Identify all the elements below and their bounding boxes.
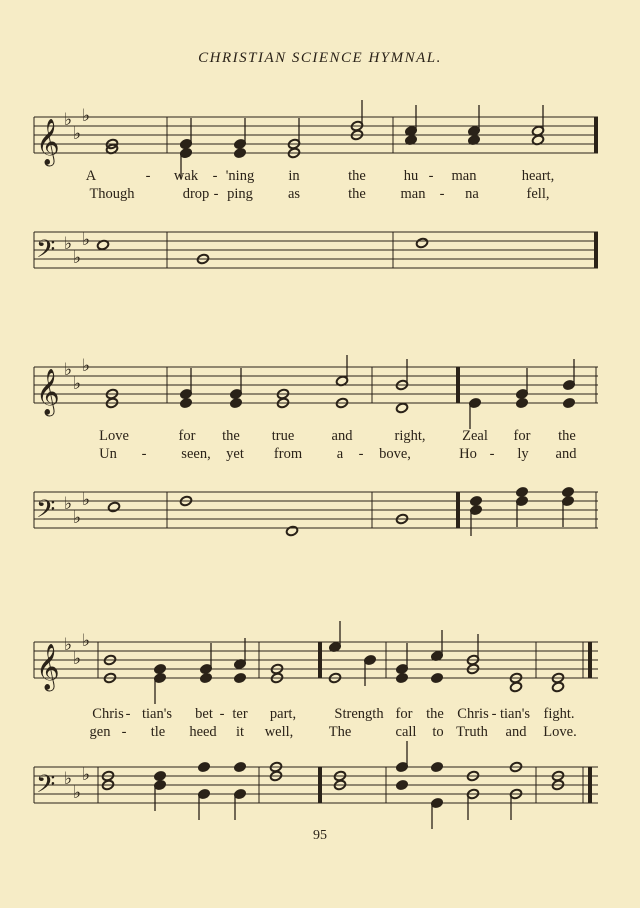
- lyric: na: [465, 186, 479, 202]
- treble-clef-icon: 𝄞: [36, 119, 60, 165]
- treble-staff-2: [34, 367, 598, 403]
- page-number: 95: [313, 828, 327, 843]
- lyric: Strength: [334, 706, 384, 722]
- notehead: [469, 495, 482, 506]
- notehead: [285, 525, 298, 536]
- notehead: [199, 672, 212, 683]
- lyric: for: [395, 706, 413, 722]
- lyric: -: [439, 186, 445, 202]
- flat-icon: ♭: [64, 494, 73, 514]
- bass-staff-2: [34, 492, 598, 528]
- lyric: seen,: [181, 446, 211, 462]
- notehead: [197, 761, 210, 772]
- lyric: bet: [195, 706, 213, 722]
- clefs: [36, 119, 60, 805]
- notehead: [395, 779, 408, 790]
- lyric: -: [125, 706, 131, 722]
- treble-clef-icon: 𝄞: [36, 644, 60, 690]
- notehead: [515, 397, 528, 408]
- flat-icon: ♭: [73, 508, 82, 528]
- flat-icon: ♭: [73, 124, 82, 144]
- bass-staff-1: [34, 232, 598, 268]
- lyric: call: [395, 724, 417, 740]
- lyric: tian's: [500, 706, 530, 722]
- notehead: [515, 486, 528, 497]
- bass-clef-icon: 𝄢: [36, 235, 56, 270]
- lyric: Chris: [92, 706, 124, 722]
- notehead: [233, 672, 246, 683]
- flat-icon: ♭: [82, 490, 91, 510]
- notehead: [179, 397, 192, 408]
- lyric: The: [328, 724, 352, 740]
- lyric: and: [331, 428, 353, 444]
- lyric: Chris: [457, 706, 489, 722]
- notehead: [153, 770, 166, 781]
- notehead: [430, 672, 443, 683]
- notehead: [229, 397, 242, 408]
- lyric: as: [287, 186, 301, 202]
- lyric: gen: [89, 724, 111, 740]
- lyric: -: [491, 706, 497, 722]
- notehead: [430, 761, 443, 772]
- lyric: heart,: [521, 168, 555, 184]
- flat-icon: ♭: [64, 110, 73, 130]
- flat-icon: ♭: [82, 631, 91, 651]
- flat-icon: ♭: [64, 234, 73, 254]
- lyric: -: [145, 168, 151, 184]
- lyric: -: [358, 446, 364, 462]
- lyric: in: [288, 168, 300, 184]
- lyric: true: [271, 428, 295, 444]
- lyric: man: [400, 186, 426, 202]
- flat-icon: ♭: [82, 356, 91, 376]
- lyric: to: [432, 724, 444, 740]
- lyric: Though: [89, 186, 135, 202]
- lyric: Un: [99, 446, 117, 462]
- lyric: right,: [394, 428, 426, 444]
- flat-icon: ♭: [82, 230, 91, 250]
- flat-icon: ♭: [73, 783, 82, 803]
- flat-icon: ♭: [64, 635, 73, 655]
- treble-staff-3: [34, 642, 598, 678]
- notehead: [395, 402, 408, 413]
- lyric: fell,: [526, 186, 550, 202]
- flat-icon: ♭: [82, 765, 91, 785]
- lyric: ter: [232, 706, 248, 722]
- lyric: tle: [150, 724, 166, 740]
- notehead: [551, 681, 564, 692]
- lyric: the: [558, 428, 576, 444]
- notehead: [107, 501, 120, 512]
- lyric: -: [219, 706, 225, 722]
- flat-icon: ♭: [73, 649, 82, 669]
- notehead: [415, 237, 428, 248]
- notehead: [395, 672, 408, 683]
- flat-icon: ♭: [64, 360, 73, 380]
- lyric: man: [451, 168, 477, 184]
- lyric: Zeal: [462, 428, 488, 444]
- lyric: drop: [182, 186, 210, 202]
- lyric: from: [273, 446, 303, 462]
- notehead: [233, 761, 246, 772]
- treble-staff-1: [34, 117, 598, 153]
- notehead: [561, 486, 574, 497]
- lyric: -: [212, 168, 218, 184]
- notehead: [562, 397, 575, 408]
- bass-clef-icon: 𝄢: [36, 495, 56, 530]
- lyric: well,: [264, 724, 294, 740]
- bass-clef-icon: 𝄢: [36, 770, 56, 805]
- lyric: and: [505, 724, 527, 740]
- page-header: CHRISTIAN SCIENCE HYMNAL.: [198, 50, 442, 66]
- lyric: bove,: [379, 446, 411, 462]
- lyric: wak: [173, 168, 199, 184]
- lyric: ly: [517, 446, 529, 462]
- lyric: the: [348, 186, 366, 202]
- lyric: Love.: [543, 724, 577, 740]
- notehead: [153, 663, 166, 674]
- lyric: the: [348, 168, 366, 184]
- lyric: a: [336, 446, 344, 462]
- notehead: [233, 147, 246, 158]
- lyric: -: [489, 446, 495, 462]
- lyric: fight.: [543, 706, 575, 722]
- lyric: the: [426, 706, 444, 722]
- lyric: Truth: [456, 724, 488, 740]
- flat-icon: ♭: [64, 769, 73, 789]
- lyric: hu: [403, 168, 419, 184]
- lyric: ping: [227, 186, 253, 202]
- lyric: part,: [269, 706, 297, 722]
- key-signatures: [64, 106, 90, 803]
- lyric: -: [428, 168, 434, 184]
- flat-icon: ♭: [82, 106, 91, 126]
- lyric: for: [178, 428, 196, 444]
- lyric: 'ning: [225, 168, 255, 184]
- lyric: the: [222, 428, 240, 444]
- lyric: it: [235, 724, 245, 740]
- lyric: and: [555, 446, 577, 462]
- lyric: for: [513, 428, 531, 444]
- lyric: heed: [189, 724, 217, 740]
- lyric: tian's: [142, 706, 172, 722]
- lyric: Love: [99, 428, 129, 444]
- lyric: -: [121, 724, 127, 740]
- lyric: Ho: [459, 446, 477, 462]
- treble-clef-icon: 𝄞: [36, 369, 60, 415]
- lyric: -: [141, 446, 147, 462]
- flat-icon: ♭: [73, 374, 82, 394]
- lyric: A: [85, 168, 97, 184]
- lyric: yet: [226, 446, 244, 462]
- lyric: -: [213, 186, 219, 202]
- flat-icon: ♭: [73, 248, 82, 268]
- notehead: [509, 681, 522, 692]
